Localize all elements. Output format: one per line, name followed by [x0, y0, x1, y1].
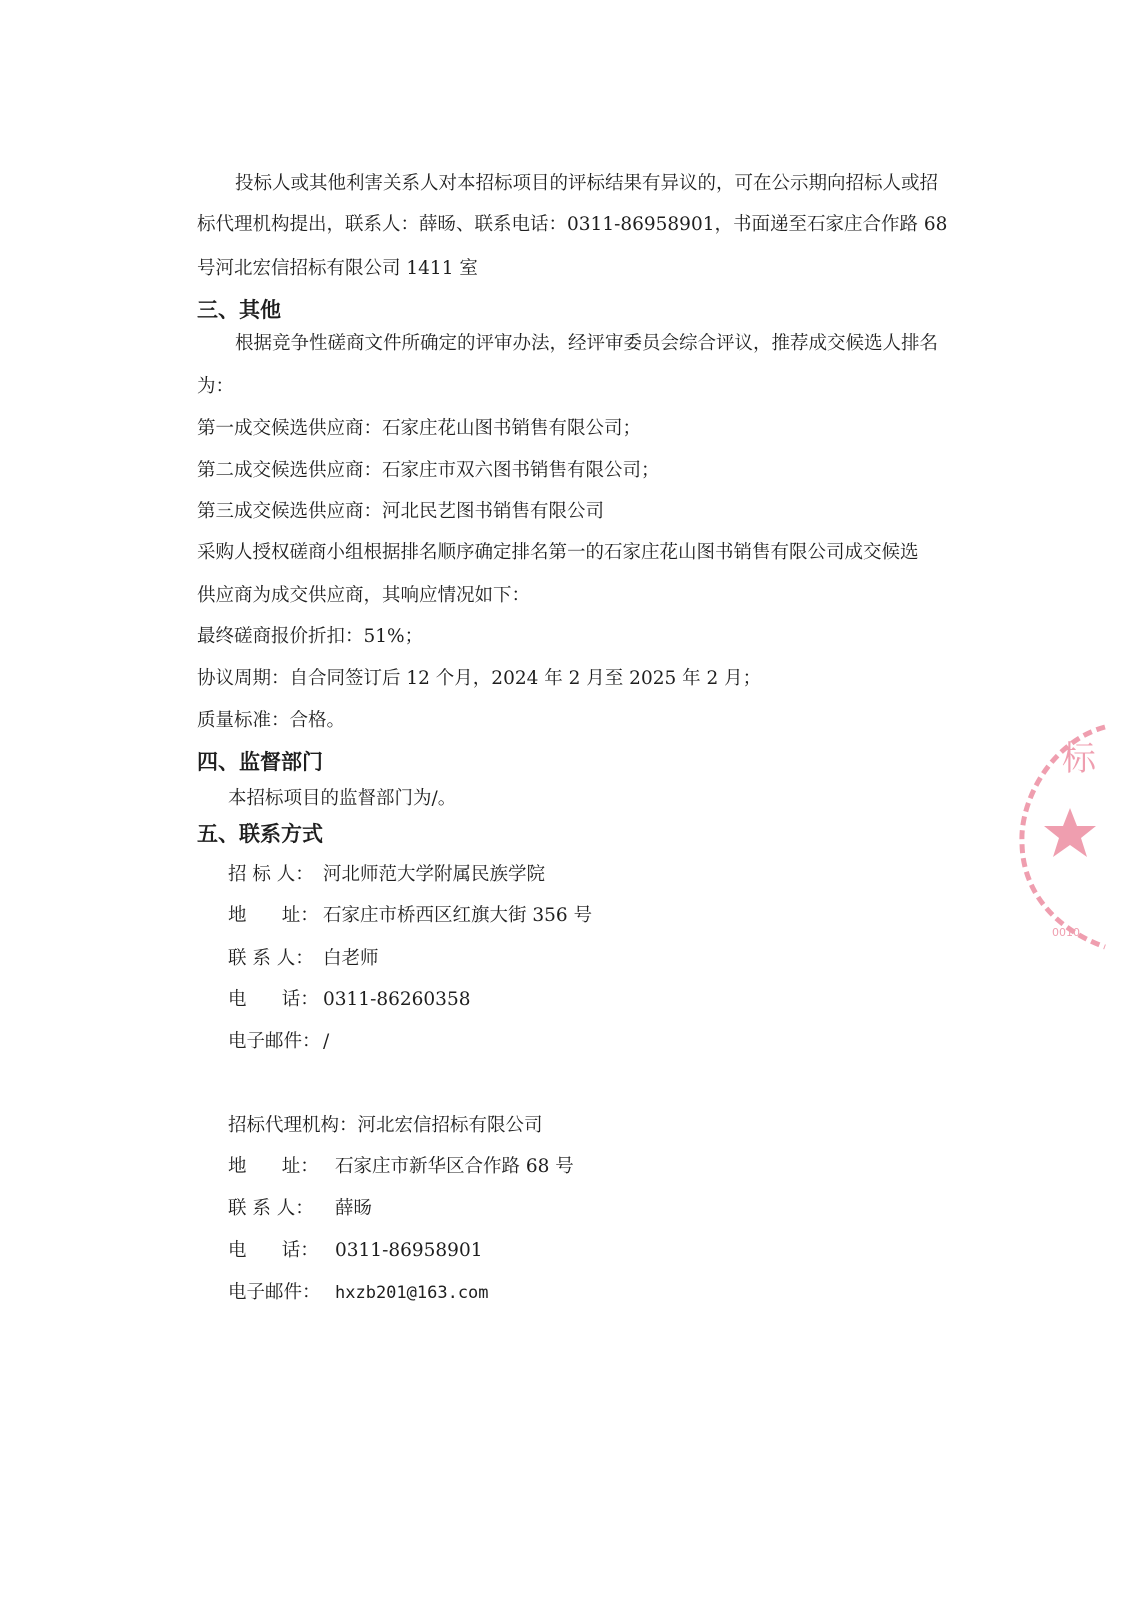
- agency-address-label: 地 址：: [228, 1156, 319, 1177]
- agency-email: hxzb201@163.com: [335, 1283, 489, 1303]
- objection-line-1: 投标人或其他利害关系人对本招标项目的评标结果有异议的，可在公示期向招标人或招: [235, 173, 939, 194]
- buyer-name-label: 招 标 人：: [228, 864, 314, 885]
- buyer-address: 石家庄市桥西区红旗大街 356 号: [323, 905, 593, 926]
- candidate-1: 第一成交候选供应商：石家庄花山图书销售有限公司；: [197, 418, 642, 439]
- buyer-phone: 0311-86260358: [323, 989, 471, 1010]
- authorization-line-1: 采购人授权磋商小组根据排名顺序确定排名第一的石家庄花山图书销售有限公司成交候选: [197, 542, 919, 563]
- buyer-contact-row: [228, 950, 379, 969]
- authorization-line-2: 供应商为成交供应商，其响应情况如下：: [197, 585, 531, 606]
- agency-email-label: 电子邮件：: [228, 1282, 321, 1303]
- agency-email-row: [228, 1284, 489, 1303]
- buyer-contact: 白老师: [323, 948, 379, 969]
- agency-name-label: 招标代理机构：: [228, 1115, 358, 1136]
- buyer-contact-label: 联 系 人：: [228, 948, 314, 969]
- buyer-email: /: [323, 1031, 330, 1052]
- section-supervision-heading: 四、监督部门: [197, 750, 323, 774]
- objection-line-2: 标代理机构提出，联系人：薛旸、联系电话：0311-86958901，书面递至石家庄合作路 68: [197, 214, 948, 235]
- other-intro-line-2: 为：: [197, 376, 235, 397]
- agency-contact: 薛旸: [335, 1198, 373, 1219]
- seal-char-1: 标: [1062, 739, 1096, 779]
- period-text: 协议周期：自合同签订后 12 个月，2024 年 2 月至 2025 年 2 月；: [197, 668, 762, 689]
- supervision-text: 本招标项目的监督部门为/。: [228, 788, 457, 809]
- buyer-name-row: [228, 866, 545, 885]
- discount-text: 最终磋商报价折扣：51%；: [197, 626, 424, 647]
- seal-number: 0010: [1052, 926, 1080, 939]
- agency-name-row: [228, 1117, 543, 1136]
- agency-name: 河北宏信招标有限公司: [357, 1115, 543, 1136]
- agency-contact-label: 联 系 人：: [228, 1198, 314, 1219]
- agency-contact-row: [228, 1200, 372, 1219]
- buyer-name: 河北师范大学附属民族学院: [323, 864, 546, 885]
- buyer-phone-row: [228, 991, 471, 1010]
- buyer-email-label: 电子邮件：: [228, 1031, 321, 1052]
- buyer-phone-label: 电 话：: [228, 989, 319, 1010]
- buyer-address-row: [228, 907, 592, 926]
- agency-address: 石家庄市新华区合作路 68 号: [335, 1156, 574, 1177]
- quality-text: 质量标准：合格。: [197, 710, 346, 731]
- candidate-3: 第三成交候选供应商：河北民艺图书销售有限公司: [197, 501, 605, 522]
- section-contact-heading: 五、联系方式: [197, 822, 323, 846]
- agency-phone-row: [228, 1242, 483, 1261]
- objection-line-3: 号河北宏信招标有限公司 1411 室: [197, 258, 478, 279]
- section-other-heading: 三、其他: [197, 298, 281, 322]
- buyer-address-label: 地 址：: [228, 905, 319, 926]
- buyer-email-row: [228, 1033, 329, 1052]
- agency-phone-label: 电 话：: [228, 1240, 319, 1261]
- agency-phone: 0311-86958901: [335, 1240, 483, 1261]
- other-intro-line-1: 根据竞争性磋商文件所确定的评审办法，经评审委员会综合评议，推荐成交候选人排名: [235, 333, 939, 354]
- official-seal: [1010, 722, 1110, 952]
- agency-address-row: [228, 1158, 574, 1177]
- seal-star-icon: [1044, 808, 1096, 857]
- candidate-2: 第二成交候选供应商：石家庄市双六图书销售有限公司；: [197, 460, 660, 481]
